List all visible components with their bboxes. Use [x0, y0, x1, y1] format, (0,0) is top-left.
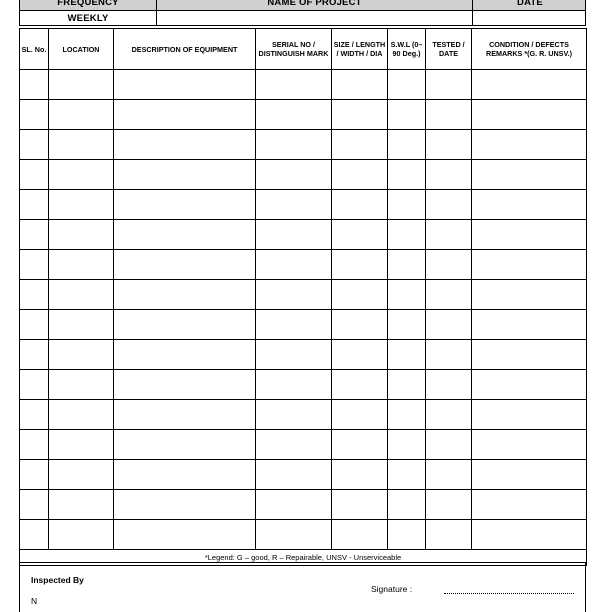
table-cell[interactable]	[49, 280, 114, 310]
table-cell[interactable]	[114, 400, 256, 430]
table-cell[interactable]	[472, 130, 587, 160]
table-cell[interactable]	[114, 160, 256, 190]
table-cell[interactable]	[472, 160, 587, 190]
table-cell[interactable]	[332, 190, 388, 220]
table-cell[interactable]	[114, 520, 256, 550]
table-cell[interactable]	[49, 310, 114, 340]
table-row	[20, 250, 587, 280]
table-cell[interactable]	[332, 250, 388, 280]
table-cell[interactable]	[20, 370, 49, 400]
table-cell[interactable]	[49, 370, 114, 400]
header-value-row	[19, 11, 586, 26]
table-cell[interactable]	[472, 490, 587, 520]
table-cell[interactable]	[49, 250, 114, 280]
table-cell[interactable]	[114, 70, 256, 100]
table-cell[interactable]	[256, 250, 332, 280]
table-row	[20, 280, 587, 310]
table-cell[interactable]	[114, 340, 256, 370]
table-cell[interactable]	[388, 250, 426, 280]
table-body	[20, 70, 587, 550]
table-cell[interactable]	[426, 190, 472, 220]
table-cell[interactable]	[49, 100, 114, 130]
table-cell[interactable]	[20, 460, 49, 490]
col-header-condition: CONDITION / DEFECTS REMARKS *(G. R. UNSV.)	[472, 29, 587, 70]
form-header	[19, 0, 586, 26]
table-cell[interactable]	[426, 160, 472, 190]
signature-label: Signature :	[371, 584, 413, 594]
table-cell[interactable]	[388, 160, 426, 190]
table-cell[interactable]	[114, 190, 256, 220]
table-cell[interactable]	[426, 490, 472, 520]
table-cell[interactable]	[20, 160, 49, 190]
table-cell[interactable]	[472, 190, 587, 220]
table-cell[interactable]	[332, 490, 388, 520]
table-row	[20, 400, 587, 430]
table-cell[interactable]	[114, 430, 256, 460]
table-cell[interactable]	[20, 400, 49, 430]
project-name-label: NAME OF PROJECT	[157, 0, 473, 10]
table-cell[interactable]	[472, 520, 587, 550]
table-cell[interactable]	[388, 310, 426, 340]
table-cell[interactable]	[472, 460, 587, 490]
table-cell[interactable]	[256, 370, 332, 400]
table-cell[interactable]	[20, 220, 49, 250]
col-header-location: LOCATION	[49, 29, 114, 70]
table-row	[20, 130, 587, 160]
table-cell[interactable]	[332, 220, 388, 250]
table-cell[interactable]	[332, 520, 388, 550]
table-cell[interactable]	[472, 370, 587, 400]
table-cell[interactable]	[388, 370, 426, 400]
table-cell[interactable]	[49, 520, 114, 550]
frequency-label: FREQUENCY	[20, 0, 157, 10]
table-cell[interactable]	[256, 340, 332, 370]
table-cell[interactable]	[472, 340, 587, 370]
table-cell[interactable]	[426, 430, 472, 460]
col-header-size: SIZE / LENGTH / WIDTH / DIA	[332, 29, 388, 70]
table-row	[20, 340, 587, 370]
table-row	[20, 460, 587, 490]
table-cell[interactable]	[388, 70, 426, 100]
table-cell[interactable]	[388, 340, 426, 370]
table-cell[interactable]	[256, 460, 332, 490]
table-cell[interactable]	[332, 100, 388, 130]
table-cell[interactable]	[388, 490, 426, 520]
table-cell[interactable]	[20, 130, 49, 160]
table-cell[interactable]	[256, 190, 332, 220]
table-cell[interactable]	[20, 310, 49, 340]
table-cell[interactable]	[332, 430, 388, 460]
table-cell[interactable]	[388, 520, 426, 550]
table-cell[interactable]	[472, 220, 587, 250]
table-cell[interactable]	[426, 400, 472, 430]
table-cell[interactable]	[49, 460, 114, 490]
table-cell[interactable]	[114, 280, 256, 310]
header-label-row	[19, 0, 586, 11]
date-label: DATE	[517, 0, 543, 8]
table-cell[interactable]	[20, 280, 49, 310]
col-header-tested-date: TESTED / DATE	[426, 29, 472, 70]
table-cell[interactable]	[332, 70, 388, 100]
table-cell[interactable]	[426, 280, 472, 310]
col-header-sl-no: SL. No.	[20, 29, 49, 70]
table-row	[20, 160, 587, 190]
table-cell[interactable]	[426, 520, 472, 550]
table-row	[20, 190, 587, 220]
table-cell[interactable]	[472, 430, 587, 460]
col-header-serial-no: SERIAL NO / DISTINGUISH MARK	[256, 29, 332, 70]
table-cell[interactable]	[49, 130, 114, 160]
table-cell[interactable]	[388, 460, 426, 490]
table-row	[20, 430, 587, 460]
signature-field[interactable]	[444, 593, 574, 594]
table-cell[interactable]	[49, 400, 114, 430]
table-cell[interactable]	[114, 310, 256, 340]
table-cell[interactable]	[256, 490, 332, 520]
table-cell[interactable]	[426, 100, 472, 130]
table-cell[interactable]	[114, 100, 256, 130]
table-cell[interactable]	[472, 310, 587, 340]
table-cell[interactable]	[332, 400, 388, 430]
table-cell[interactable]	[256, 310, 332, 340]
table-cell[interactable]	[426, 220, 472, 250]
table-cell[interactable]	[114, 370, 256, 400]
table-cell[interactable]	[114, 130, 256, 160]
table-cell[interactable]	[256, 520, 332, 550]
table-cell[interactable]	[332, 280, 388, 310]
table-cell[interactable]	[388, 130, 426, 160]
table-cell[interactable]	[426, 340, 472, 370]
table-cell[interactable]	[256, 130, 332, 160]
table-cell[interactable]	[20, 340, 49, 370]
table-cell[interactable]	[256, 220, 332, 250]
table-cell[interactable]	[49, 490, 114, 520]
table-cell[interactable]	[20, 100, 49, 130]
table-cell[interactable]	[114, 460, 256, 490]
table-cell[interactable]	[426, 460, 472, 490]
table-cell[interactable]	[49, 160, 114, 190]
table-cell[interactable]	[332, 160, 388, 190]
table-cell[interactable]	[472, 250, 587, 280]
table-cell[interactable]	[472, 280, 587, 310]
table-row	[20, 490, 587, 520]
table-cell[interactable]	[49, 220, 114, 250]
table-cell[interactable]	[472, 400, 587, 430]
table-cell[interactable]	[426, 70, 472, 100]
table-cell[interactable]	[332, 460, 388, 490]
inspected-by-label: Inspected By	[31, 575, 84, 585]
table-cell[interactable]	[114, 250, 256, 280]
table-cell[interactable]	[49, 70, 114, 100]
table-cell[interactable]	[426, 250, 472, 280]
table-row	[20, 100, 587, 130]
table-cell[interactable]	[256, 70, 332, 100]
table-cell[interactable]	[20, 190, 49, 220]
name-label: N	[31, 596, 38, 606]
frequency-value[interactable]: WEEKLY	[20, 11, 157, 25]
project-name-field[interactable]	[157, 11, 473, 25]
table-cell[interactable]	[388, 100, 426, 130]
table-cell[interactable]	[49, 190, 114, 220]
table-row	[20, 370, 587, 400]
table-cell[interactable]	[332, 370, 388, 400]
table-cell[interactable]	[332, 130, 388, 160]
date-field[interactable]	[473, 11, 587, 25]
table-cell[interactable]	[256, 100, 332, 130]
table-cell[interactable]	[20, 520, 49, 550]
table-cell[interactable]	[388, 220, 426, 250]
table-cell[interactable]	[114, 490, 256, 520]
table-cell[interactable]	[256, 280, 332, 310]
table-cell[interactable]	[426, 370, 472, 400]
table-cell[interactable]	[388, 430, 426, 460]
table-cell[interactable]	[20, 250, 49, 280]
table-cell[interactable]	[49, 430, 114, 460]
table-cell[interactable]	[256, 160, 332, 190]
table-cell[interactable]	[388, 190, 426, 220]
table-row	[20, 220, 587, 250]
table-cell[interactable]	[20, 490, 49, 520]
col-header-swl: S.W.L (0–90 Deg.)	[388, 29, 426, 70]
table-cell[interactable]	[388, 280, 426, 310]
table-header-row	[20, 29, 587, 70]
table-cell[interactable]	[426, 310, 472, 340]
table-cell[interactable]	[114, 220, 256, 250]
table-cell[interactable]	[20, 70, 49, 100]
col-header-description: DESCRIPTION OF EQUIPMENT	[114, 29, 256, 70]
equipment-inspection-table	[19, 28, 587, 566]
table-cell[interactable]	[332, 340, 388, 370]
table-cell[interactable]	[472, 100, 587, 130]
legend-text: *Legend: G – good, R – Repairable, UNSV - Unserviceable	[20, 550, 587, 566]
table-row	[20, 520, 587, 550]
table-cell[interactable]	[388, 400, 426, 430]
table-cell[interactable]	[20, 430, 49, 460]
inspection-section	[19, 562, 586, 612]
table-cell[interactable]	[426, 130, 472, 160]
table-cell[interactable]	[332, 310, 388, 340]
table-row	[20, 310, 587, 340]
table-cell[interactable]	[49, 340, 114, 370]
table-row	[20, 70, 587, 100]
table-cell[interactable]	[256, 430, 332, 460]
table-cell[interactable]	[256, 400, 332, 430]
table-cell[interactable]	[472, 70, 587, 100]
